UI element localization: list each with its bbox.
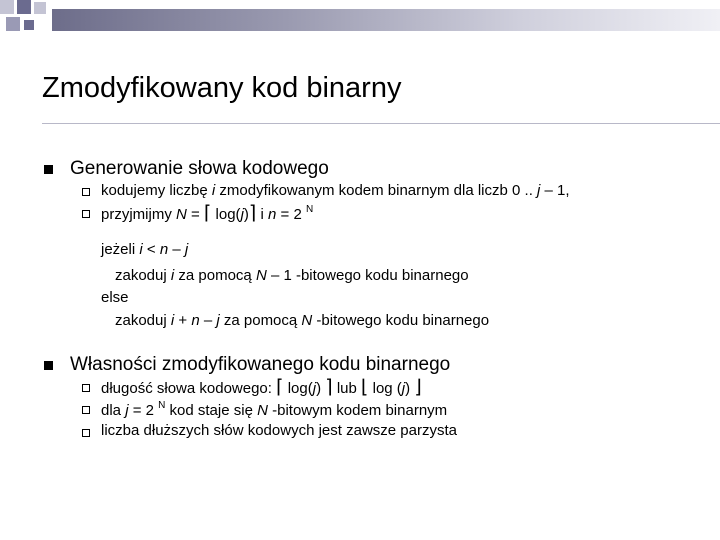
text: – 1, <box>540 182 570 199</box>
var-j: j <box>240 206 244 223</box>
pseudocode-line-else: else <box>101 289 129 306</box>
var-N: N <box>255 267 267 284</box>
bullet-square <box>44 165 53 174</box>
floor-right-symbol: ⌋ <box>414 376 422 398</box>
text: ) <box>405 380 415 397</box>
ceil-right-symbol: ⌉ <box>325 376 333 398</box>
header-gradient-bar <box>52 9 720 31</box>
section2-item2 <box>101 400 447 419</box>
text: log( <box>211 206 241 223</box>
text: lub <box>332 380 362 397</box>
text: ) <box>316 380 326 397</box>
text: zakoduj <box>115 312 171 329</box>
text: < <box>142 241 160 258</box>
ceil-left-symbol: ⌈ <box>203 202 212 224</box>
var-N: N <box>257 402 268 419</box>
text: – <box>168 241 185 258</box>
ceil-right-symbol: ⌉ <box>248 202 257 224</box>
decor-square <box>34 2 46 14</box>
text: log ( <box>368 380 402 397</box>
section2-item3: liczba dłuższych słów kodowych jest zawsze parzysta <box>101 422 457 439</box>
decor-square <box>6 17 20 31</box>
bullet-square <box>44 361 53 370</box>
text: dla <box>101 402 126 419</box>
var-j: j <box>125 402 129 419</box>
var-i: i <box>170 267 175 284</box>
text: zmodyfikowanym kodem binarnym dla liczb 0 .. <box>215 182 538 199</box>
text: przyjmijmy <box>101 206 176 223</box>
text: zakoduj <box>115 267 171 284</box>
text: – <box>199 312 217 329</box>
header-decoration <box>0 0 720 40</box>
pseudocode-line-then <box>115 267 469 284</box>
var-j: j <box>537 182 541 199</box>
bullet-hollow-square <box>82 210 90 218</box>
var-i: i <box>170 312 175 329</box>
text: jeżeli <box>101 241 140 258</box>
decor-square <box>24 20 34 30</box>
floor-left-symbol: ⌊ <box>361 376 369 398</box>
bullet-hollow-square <box>82 188 90 196</box>
decor-square <box>17 0 31 14</box>
var-N: N <box>176 206 187 223</box>
var-j: j <box>184 241 189 258</box>
decor-square <box>0 0 14 14</box>
section1-heading: Generowanie słowa kodowego <box>70 158 329 179</box>
pseudocode-line-else-body <box>115 312 489 329</box>
title-underline <box>42 123 720 124</box>
text: + <box>174 312 192 329</box>
text: log( <box>283 380 313 397</box>
text: kod staje się <box>165 402 258 419</box>
var-j: j <box>216 312 220 329</box>
slide-title: Zmodyfikowany kod binarny <box>42 72 402 104</box>
text: -bitowego kodu binarnego <box>312 312 490 329</box>
text: i <box>256 206 268 223</box>
text: kodujemy liczbę <box>101 182 212 199</box>
bullet-hollow-square <box>82 384 90 392</box>
var-n: n <box>191 312 200 329</box>
section1-item2 <box>101 202 313 224</box>
section2-item1 <box>101 376 422 398</box>
var-i: i <box>211 182 216 199</box>
var-N: N <box>301 312 313 329</box>
text: – 1 -bitowego kodu binarnego <box>266 267 469 284</box>
var-n: n <box>268 206 277 223</box>
ceil-left-symbol: ⌈ <box>276 376 284 398</box>
text: za pomocą <box>219 312 302 329</box>
section2-heading: Własności zmodyfikowanego kodu binarnego <box>70 354 451 375</box>
bullet-hollow-square <box>82 429 90 437</box>
pseudocode-line-if <box>101 241 188 258</box>
text: = 2 <box>128 402 159 419</box>
text: długość słowa kodowego: <box>101 380 277 397</box>
text: = 2 <box>276 206 306 223</box>
superscript-N: N <box>305 204 314 215</box>
var-i: i <box>139 241 143 258</box>
var-j: j <box>312 380 317 397</box>
text: = <box>186 206 204 223</box>
bullet-hollow-square <box>82 406 90 414</box>
text: za pomocą <box>174 267 256 284</box>
var-j: j <box>401 380 406 397</box>
text: ) <box>243 206 249 223</box>
superscript-N: N <box>158 400 166 411</box>
text: -bitowym kodem binarnym <box>267 402 448 419</box>
var-n: n <box>159 241 169 258</box>
section1-item1 <box>101 182 570 199</box>
